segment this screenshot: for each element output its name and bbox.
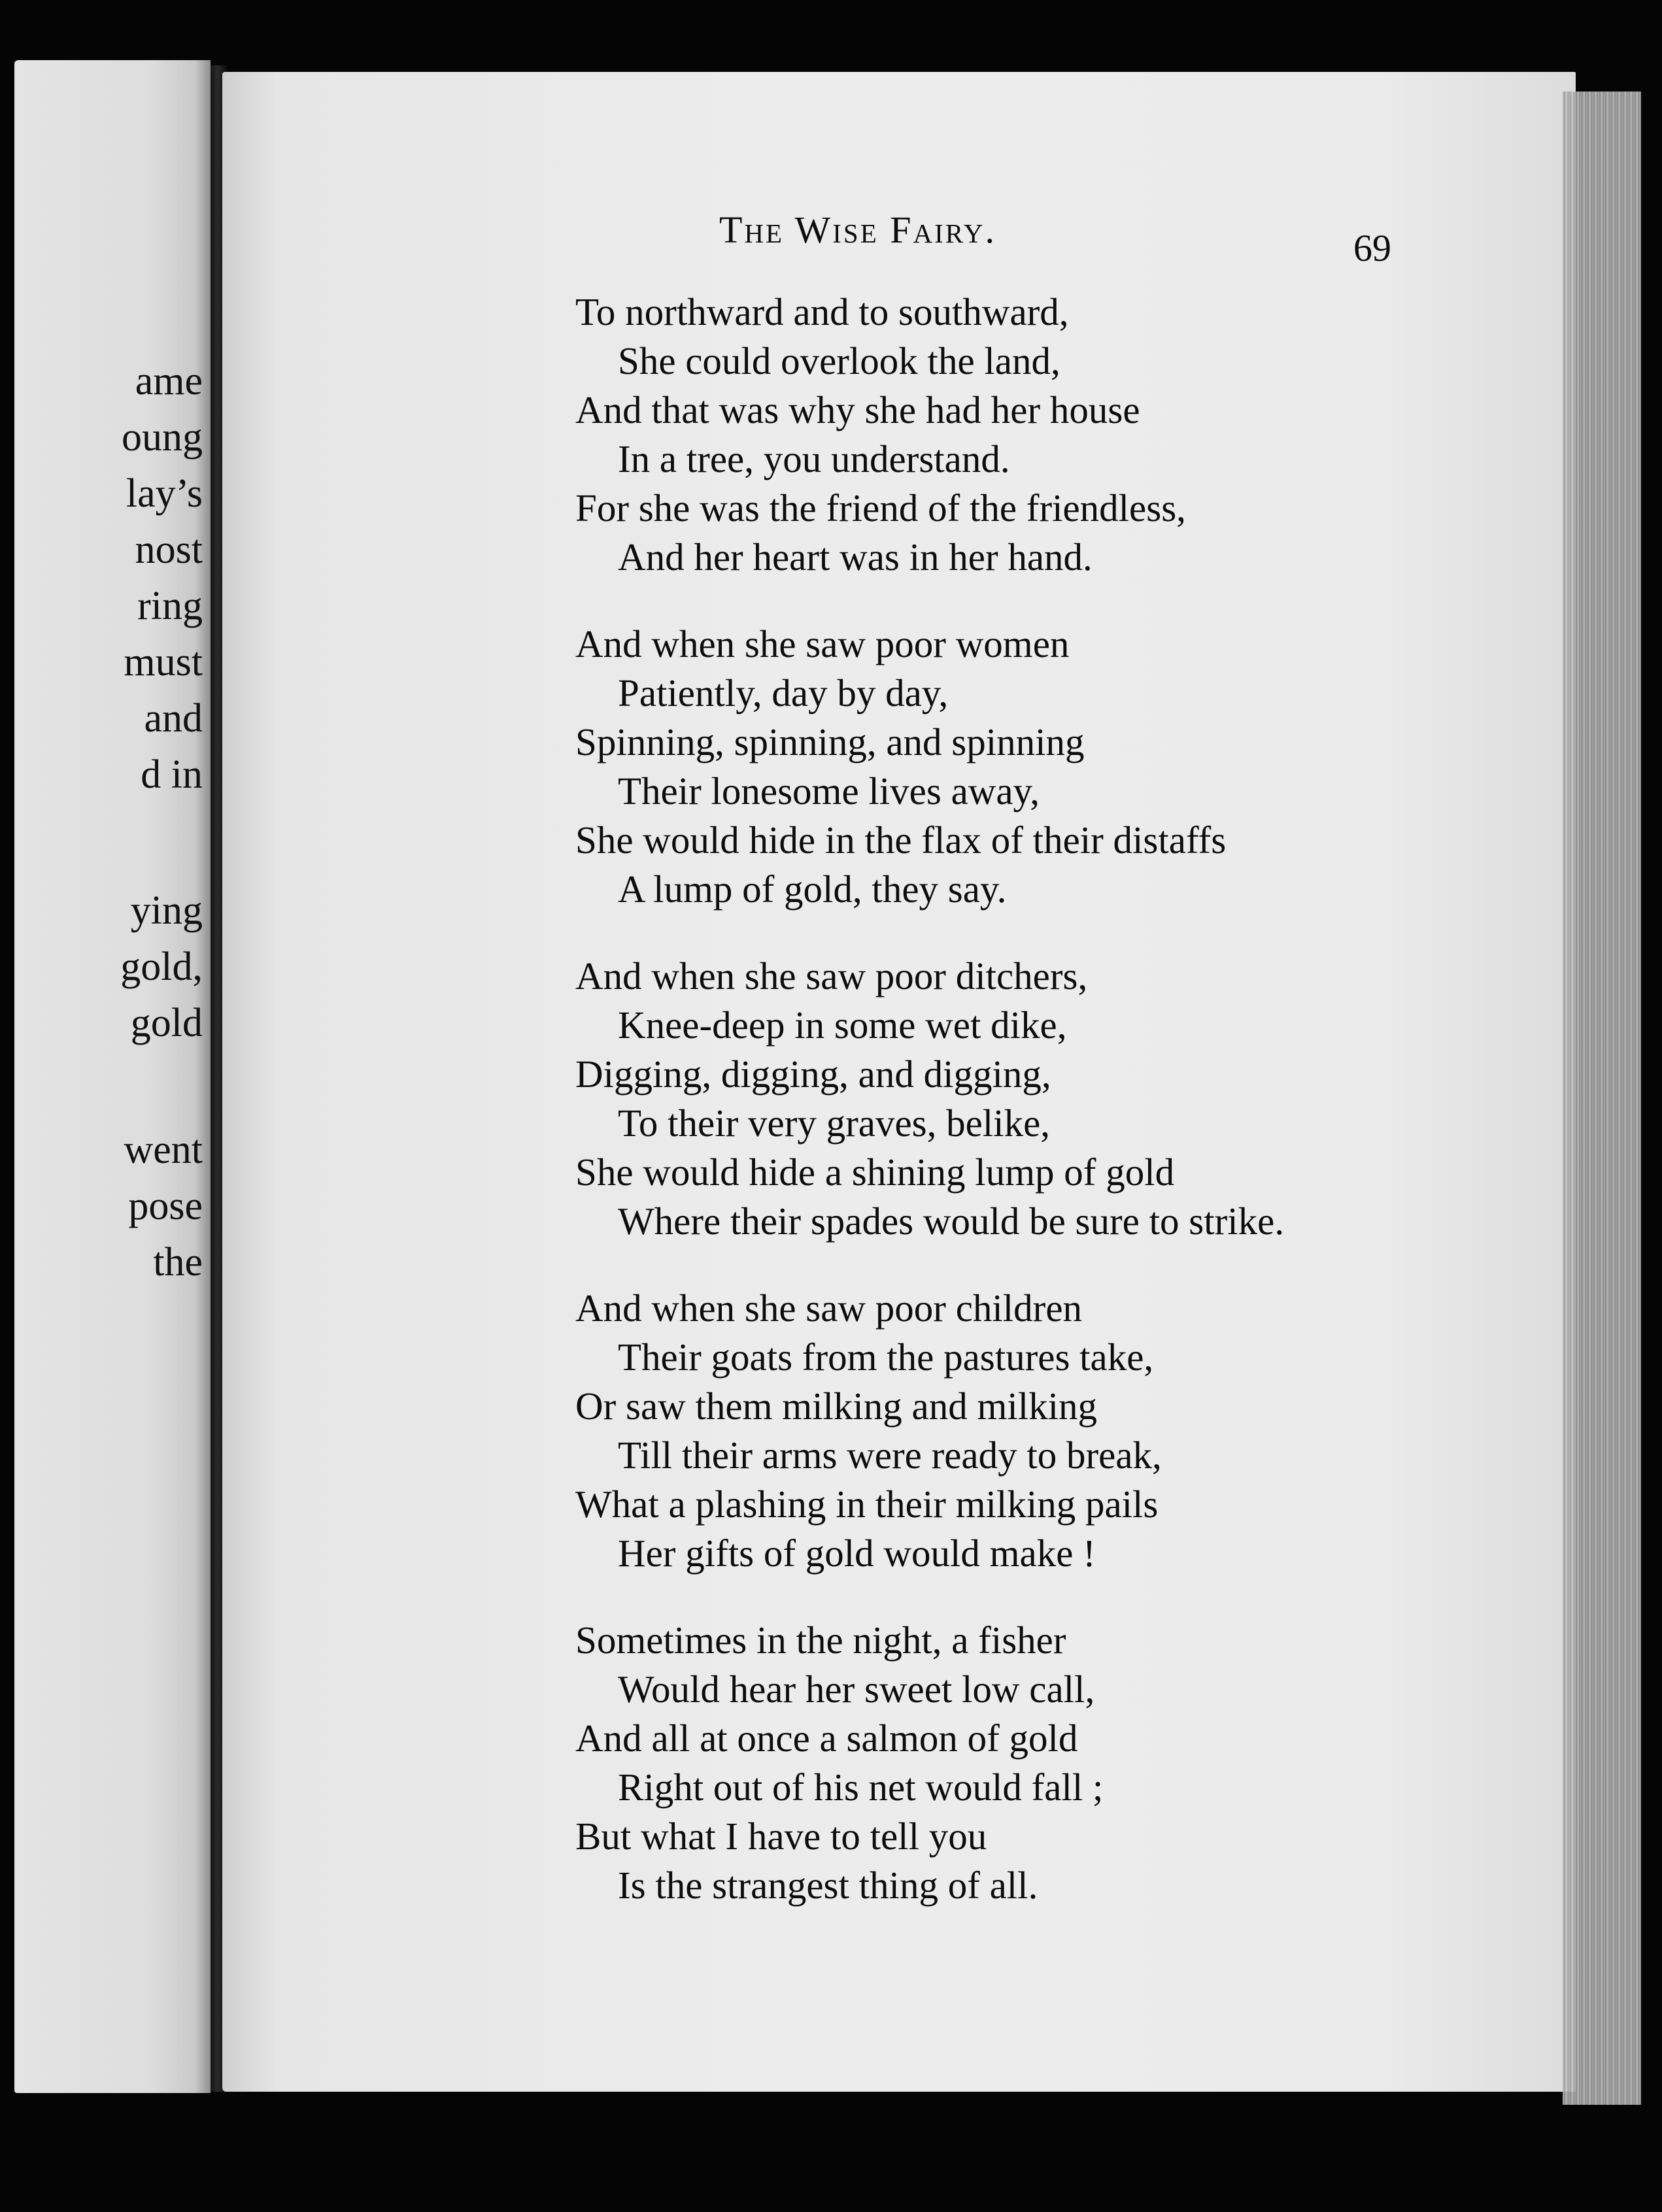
poem-line: Sometimes in the night, a fisher — [575, 1618, 1066, 1662]
poem-line: Patiently, day by day, — [618, 671, 949, 714]
poem-line: Her gifts of gold would make ! — [618, 1532, 1096, 1575]
poem-line: She could overlook the land, — [618, 339, 1060, 382]
poem-line: To northward and to southward, — [575, 290, 1069, 333]
left-page-fragment: gold — [130, 1001, 203, 1045]
stanza — [575, 288, 1425, 582]
poem-line: Or saw them milking and milking — [575, 1384, 1098, 1428]
poem-line: She would hide a shining lump of gold — [575, 1150, 1175, 1194]
left-page-fragment: nost — [135, 528, 203, 572]
poem-line: Spinning, spinning, and spinning — [575, 720, 1085, 763]
left-page-fragment: must — [124, 640, 203, 684]
stanza — [575, 1616, 1425, 1910]
stanza — [575, 952, 1425, 1246]
left-page-fragment: gold, — [120, 945, 203, 989]
stanza — [575, 620, 1425, 914]
left-page-fragment: the — [153, 1240, 203, 1284]
poem-line: And all at once a salmon of gold — [575, 1717, 1078, 1760]
poem-line: She would hide in the flax of their distaffs — [575, 818, 1227, 862]
poem-line: What a plashing in their milking pails — [575, 1483, 1159, 1526]
poem-line: But what I have to tell you — [575, 1815, 987, 1858]
poem-line: A lump of gold, they say. — [618, 867, 1007, 911]
poem-line: Would hear her sweet low call, — [618, 1667, 1095, 1711]
poem-line: Knee-deep in some wet dike, — [618, 1003, 1067, 1047]
poem-line: And when she saw poor ditchers, — [575, 954, 1088, 997]
poem-line: And that was why she had her house — [575, 388, 1140, 431]
left-page-fragment: ring — [137, 584, 203, 628]
page-edges — [1563, 92, 1641, 2105]
poem-line: Digging, digging, and digging, — [575, 1052, 1051, 1096]
poem-line: In a tree, you understand. — [618, 437, 1010, 480]
poem-line: For she was the friend of the friendless, — [575, 486, 1186, 529]
left-page-fragment: oung — [122, 415, 203, 460]
poem-line: And when she saw poor women — [575, 622, 1070, 665]
running-title: The Wise Fairy. — [719, 209, 996, 251]
stanza — [575, 1284, 1425, 1578]
poem-line: And her heart was in her hand. — [618, 535, 1093, 578]
poem-line: To their very graves, belike, — [618, 1101, 1051, 1145]
left-page-fragment: lay’s — [126, 471, 203, 516]
previous-page — [14, 60, 211, 2093]
poem — [575, 288, 1425, 1948]
left-page-fragment: went — [124, 1128, 203, 1172]
poem-line: Their lonesome lives away, — [618, 769, 1040, 813]
left-page-fragment: ying — [130, 888, 203, 933]
left-page-fragment: d in — [141, 752, 203, 797]
left-page-fragment: pose — [128, 1184, 203, 1228]
poem-line: Their goats from the pastures take, — [618, 1335, 1154, 1379]
left-page-fragment: and — [144, 696, 203, 741]
left-page-fragment: ame — [135, 359, 203, 403]
poem-line: Till their arms were ready to break, — [618, 1433, 1162, 1477]
poem-line: Is the strangest thing of all. — [618, 1864, 1038, 1907]
page-number: 69 — [1353, 227, 1391, 269]
poem-line: Where their spades would be sure to strike. — [618, 1199, 1285, 1243]
poem-line: And when she saw poor children — [575, 1286, 1083, 1330]
poem-line: Right out of his net would fall ; — [618, 1766, 1104, 1809]
